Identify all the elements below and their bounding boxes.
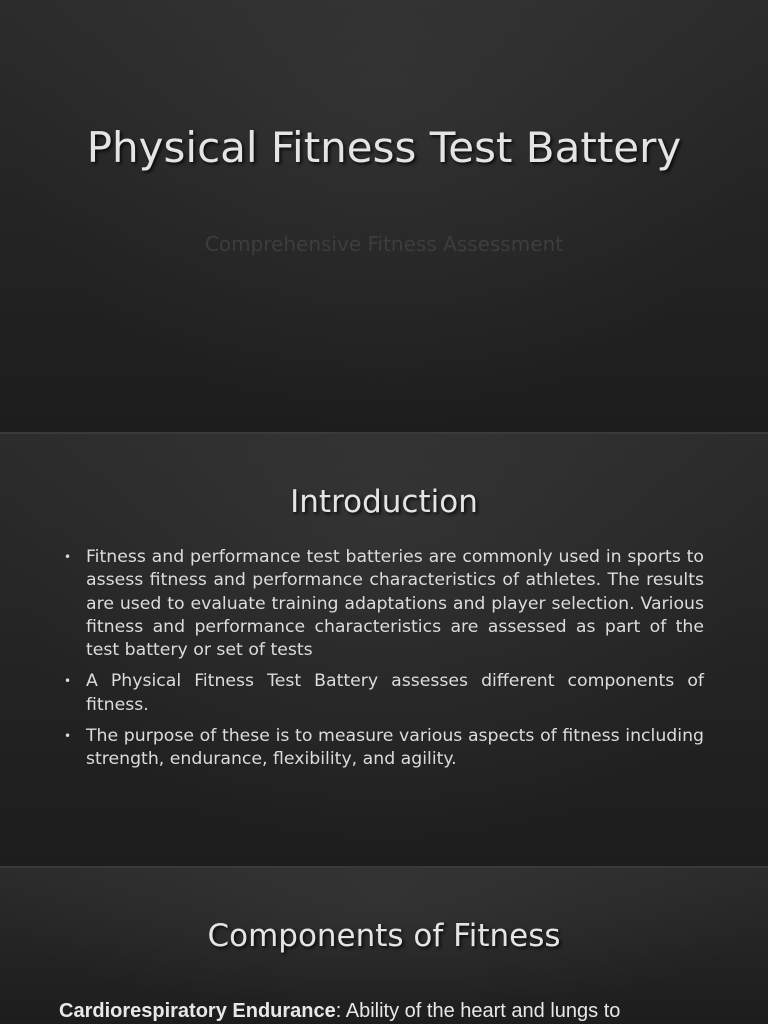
component-description (59, 998, 724, 1024)
introduction-slide (0, 434, 768, 866)
bullet-text: Fitness and performance test batteries are commonly used in sports to assess fitness and performance characteristics of athletes. The results are used to evaluate training adaptations and player selection. Various fitness and performance characteristics are assessed as part of the test battery or set of tests (86, 547, 704, 661)
bullet-text: The purpose of these is to measure various aspects of fitness including strength, endurance, flexibility, and agility. (86, 726, 704, 770)
components-slide (0, 868, 768, 1024)
bullet-dot-icon: • (64, 729, 72, 744)
introduction-heading: Introduction (290, 484, 478, 520)
components-heading: Components of Fitness (207, 918, 561, 954)
bullet-dot-icon: • (64, 550, 72, 564)
bullet-item (62, 546, 704, 662)
bullet-dot-icon: • (64, 674, 72, 689)
component-term: Cardiorespiratory Endurance (59, 1000, 336, 1022)
component-definition: : Ability of the heart and lungs to (335, 1000, 621, 1022)
presentation-title: Physical Fitness Test Battery (86, 123, 682, 172)
bullet-item (62, 670, 704, 717)
presentation-subtitle: Comprehensive Fitness Assessment (204, 232, 564, 256)
introduction-bullet-list (62, 546, 704, 780)
bullet-item (62, 725, 704, 772)
bullet-text: A Physical Fitness Test Battery assesses different components of fitness. (86, 671, 704, 715)
title-slide (0, 0, 768, 432)
